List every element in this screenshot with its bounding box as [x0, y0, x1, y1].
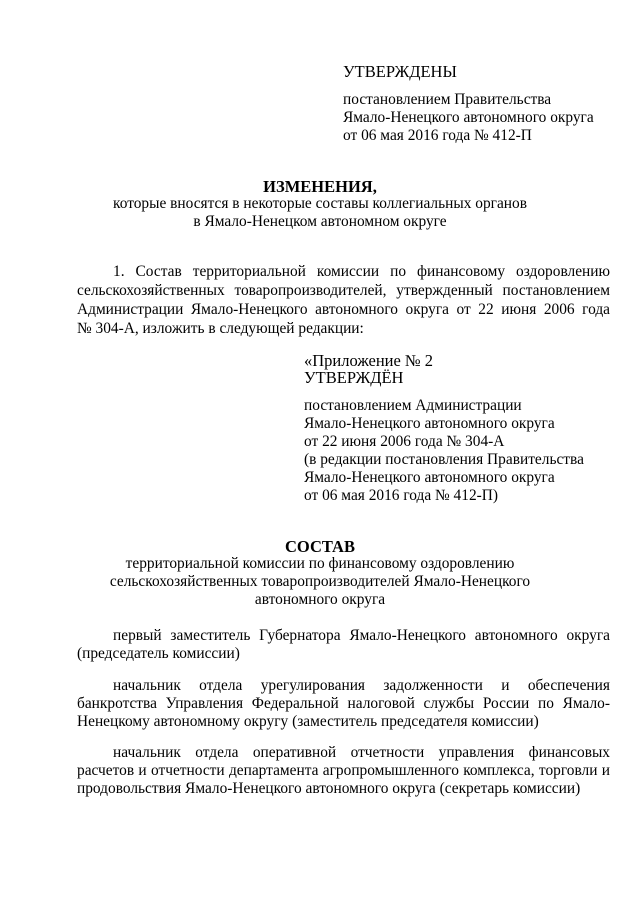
- member-line: Ненецкому автономному округу (заместитель председателя комиссии): [77, 713, 539, 730]
- member-line: начальник отдела оперативной отчетности управления финансовых: [113, 744, 610, 761]
- composition-subtitle: сельскохозяйственных товаропроизводителей Ямало-Ненецкого: [109, 573, 531, 590]
- member-line: начальник отдела урегулирования задолженности и обеспечения: [113, 677, 610, 694]
- approval-line: от 06 мая 2016 года № 412-П: [343, 127, 532, 144]
- appendix-line: от 06 мая 2016 года № 412-П): [304, 487, 498, 504]
- appendix-title: УТВЕРЖДЁН: [304, 368, 404, 387]
- member-line: первый заместитель Губернатора Ямало-Ненецкого автономного округа: [113, 627, 610, 644]
- changes-heading: ИЗМЕНЕНИЯ,: [263, 177, 377, 196]
- composition-heading: СОСТАВ: [285, 537, 355, 556]
- approval-line: Ямало-Ненецкого автономного округа: [343, 109, 594, 126]
- appendix-line: Ямало-Ненецкого автономного округа: [304, 469, 555, 486]
- member-line: расчетов и отчетности департамента агропромышленного комплекса, торговли и: [77, 762, 610, 779]
- item1-line: № 304-А, изложить в следующей редакции:: [77, 320, 364, 337]
- approval-line: постановлением Правительства: [343, 91, 552, 108]
- appendix-line: Ямало-Ненецкого автономного округа: [304, 415, 555, 432]
- appendix-label: «Приложение № 2: [304, 351, 434, 370]
- item1-line: 1. Состав территориальной комиссии по финансовому оздоровлению: [113, 263, 610, 280]
- composition-subtitle: автономного округа: [254, 591, 386, 608]
- composition-subtitle: территориальной комиссии по финансовому оздоровлению: [125, 555, 515, 572]
- item1-line: Администрации Ямало-Ненецкого автономного округа от 22 июня 2006 года: [77, 301, 610, 318]
- appendix-line: (в редакции постановления Правительства: [304, 451, 584, 468]
- approval-title: УТВЕРЖДЕНЫ: [343, 62, 457, 81]
- appendix-line: от 22 июня 2006 года № 304-А: [304, 433, 505, 450]
- item1-line: сельскохозяйственных товаропроизводителей, утвержденный постановлением: [77, 282, 610, 299]
- member-line: банкротства Управления Федеральной налоговой службы России по Ямало-: [77, 695, 610, 712]
- appendix-line: постановлением Администрации: [304, 397, 522, 414]
- member-line: (председатель комиссии): [77, 645, 240, 662]
- changes-subtitle: которые вносятся в некоторые составы коллегиальных органов: [113, 195, 527, 212]
- changes-subtitle: в Ямало-Ненецком автономном округе: [193, 213, 447, 230]
- member-line: продовольствия Ямало-Ненецкого автономного округа (секретарь комиссии): [77, 780, 581, 797]
